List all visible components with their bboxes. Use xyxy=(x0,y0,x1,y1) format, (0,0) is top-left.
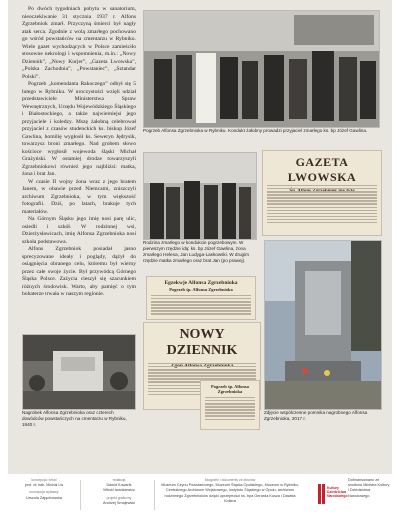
family-caption: Rodzina zmarłego w kondukcie pogrzebowym. W pierwszym rzędzie idą: ks. bp Józef Gawlina, żona zmarłego Helena, Jan Ludyga-Laskowski. W drugim rzędzie matka zmarłego oraz brat Jan (po prawej). xyxy=(143,240,249,263)
body-paragraph: Po dwóch tygodniach pobytu w sanatorium, nieoczekiwanie 31 stycznia 1937 r. Alfons Zgrzebniok zmarł. Przyczyną śmierci był nagły atak serca. Zgodnie z wolą zmarłego pochowano go wśród powstańców na cmentarzu w Rybniku. Wiele gazet wychodzących w Polsce zamieściło stosowne nekrologi i wspomnienia, m.in.: „Nowy Dziennik”, „Nowy Kurjer”, „Gazeta Lwowska”, „Polska Zachodnia”, „Powstaniec”, „Sztandar Polski”. xyxy=(22,6,136,80)
grave-1940-photo xyxy=(22,334,136,410)
gazeta-lwowska-clipping xyxy=(262,150,382,236)
nowy-dziennik-masthead: NOWY DZIENNIK xyxy=(166,327,238,358)
body-paragraph: Pogrzeb „komendanta Rakoczego” odbył się 5 lutego w Rybniku. W uroczystości wzięli udział przedstawiciele Ministerstwa Spraw Wewnętrznych, Urzędu Wojewódzkiego Śląskiego i Białostockiego, a także najwierniejsi jego przyjaciele i koledzy. Mszę żałobną celebrował przyjaciel z czasów studenckich ks. biskup Józef Gawlina, homilię wygłosił ks. Seweryn Jędrysik, towarzysz broni zmarłego. Nad grobem słowo kościoce wygłosił wojewoda śląski Michał Grażyński. W ostatniej drodze towarzyszyli Zgrzebniokowi również jego najbliżsi: matka, żona i brat Jan. xyxy=(22,81,136,177)
gazeta-masthead: GAZETA LWOWSKA xyxy=(287,155,357,184)
credits-footer xyxy=(8,474,392,516)
credit-name: Andrzej Smajewski xyxy=(102,500,136,505)
credit-label: fotografie i dokumenty ze zbiorów xyxy=(204,478,256,482)
credit-name: prof. dr hab. Michał Lis xyxy=(24,483,64,488)
family-procession-photo xyxy=(143,152,257,240)
credit-sources: Muzeum Czynu Powstańczego, Muzeum Śląska Opolskiego, Muzeum w Rybniku, Centralnego Archiwum Wojskowego, Instytutu Śląskiego w Opolu, archiwum rodzinnego Zgrzebnioków dzięki uprzejmości ks. bpa Gerarda Kusza i Dawida Kollera xyxy=(161,483,299,503)
ministry-logo xyxy=(316,480,348,508)
credit-label: redakcja xyxy=(112,478,126,482)
egzekwje-subhead: Pogrzeb śp. Alfonsa Zgrzebnioka xyxy=(169,287,233,292)
egzekwje-clipping xyxy=(146,276,256,320)
body-paragraph: Na Górnym Śląsku jego imię nosi parę ulic, osiedli i szkół. W rodzinnej wsi, Dzierżysławicach, imię Alfonsa Zgrzebnioka nosi szkoła podstawowa. xyxy=(22,216,136,245)
pogrzeb-headline: Pogrzeb śp. Alfonsa Zgrzebnioka xyxy=(211,384,249,394)
grave-2017-photo xyxy=(264,240,382,410)
egzekwje-headline: Egzekwje Alfonsa Zgrzebnioka xyxy=(164,280,238,286)
funeral-procession-photo xyxy=(143,10,380,128)
footer-divider xyxy=(80,480,81,510)
credit-label: koncepcja i tekst xyxy=(31,478,57,482)
body-paragraph: W czasie II wojny żona wraz z jego bratem Janem, w obawie przed Niemcami, zniszczyli archiwum Zgrzebnioka, w tym większość fotografii. Dziś, po latach, brakuje tych materiałów. xyxy=(22,178,136,215)
credit-label: koncepcja wystawy xyxy=(29,490,59,495)
credit-name: Urszula Zająchowska xyxy=(25,495,63,500)
credit-label: projekt graficzny xyxy=(106,495,132,500)
pogrzeb-clipping xyxy=(200,380,260,430)
logo-text: Kultury Dziedzictwa Narodowego xyxy=(327,486,348,499)
funeral-caption: Pogrzeb Alfonsa Zgrzebnioka w Rybniku. Kondukt żałobny prowadzi przyjaciel zmarłego ks. bp Józef Gawlina. xyxy=(143,128,368,133)
credit-name: Dawid Kowarik Witold Iwankiewicz xyxy=(103,483,135,493)
footer-divider xyxy=(154,480,155,510)
body-text-column xyxy=(22,6,136,299)
grave-1940-caption: Nagrobek Alfonsa Zgrzebnioka oraz czterech dowódców powstańczych na cmentarzu w Rybniku, 1940 r. xyxy=(22,410,127,427)
grave-2017-caption: Zdjęcie współczesne pomnika nagrobnego Alfonsa Zgrzebnioka, 2017 r. xyxy=(264,410,368,421)
funding-note: Dofinansowano ze środków Ministra Kultury i Dziedzictwa Narodowego xyxy=(348,478,390,498)
body-paragraph: Alfons Zgrzebniok posiadał jasno sprecyzowane ideały i poglądy, dążył do osiągnięcia obranego celu, któremu był wierny przez całe swoje życie. Był przywódcą Górnego Śląska Polsce. Zażycia cieszył się szacunkiem różnych środowisk. Warto, aby pamięć o tym bohaterze trwała w naszym regionie. xyxy=(22,246,136,297)
